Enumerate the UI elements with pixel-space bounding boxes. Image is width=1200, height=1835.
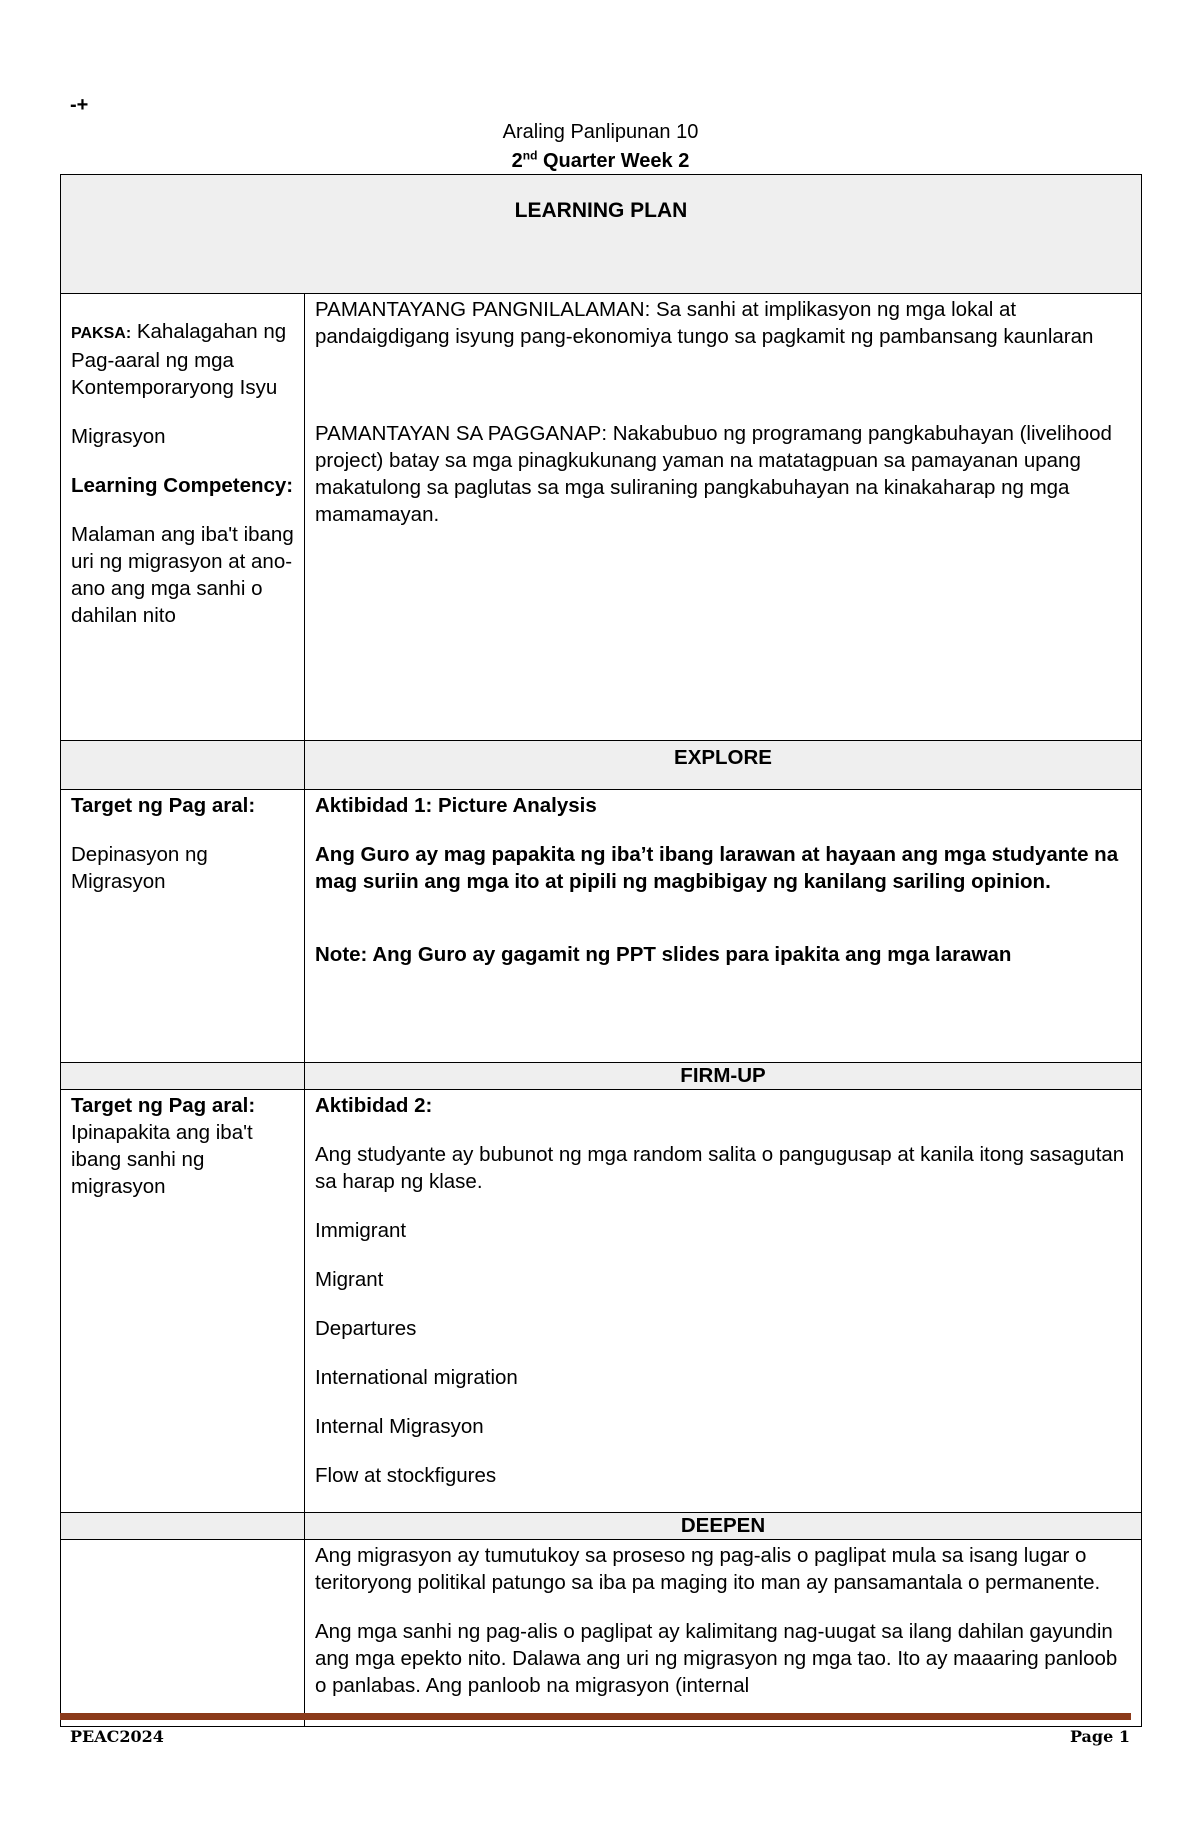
paksa bbox=[71, 318, 294, 401]
footer-left-text: PEAC2024 bbox=[70, 1727, 164, 1746]
term-item: Migrant bbox=[315, 1268, 384, 1291]
performance-standard bbox=[315, 420, 1131, 528]
document-title: Araling Panlipunan 10 bbox=[502, 121, 699, 143]
firmup-heading-row bbox=[61, 1063, 1142, 1090]
explore-target-cell bbox=[61, 790, 305, 1063]
paksa-text: Kahalagahan ng Pag-aaral ng mga Kontemporaryong Isyu bbox=[71, 320, 287, 399]
firmup-target-text: Ipinapakita ang iba't ibang sanhi ng migrasyon bbox=[71, 1121, 253, 1198]
standards-cell bbox=[305, 294, 1142, 741]
explore-row bbox=[61, 790, 1142, 1063]
explore-activity-title: Aktibidad 1: Picture Analysis bbox=[315, 794, 597, 817]
corner-mark: -+ bbox=[70, 94, 89, 116]
page-number: Page 1 bbox=[1069, 1727, 1130, 1746]
explore-target-label: Target ng Pag aral: bbox=[71, 794, 256, 817]
learning-plan-table bbox=[60, 174, 1142, 1727]
deepen-heading-row bbox=[61, 1513, 1142, 1540]
explore-heading: EXPLORE bbox=[305, 741, 1142, 790]
deepen-row bbox=[61, 1540, 1142, 1727]
competency-label: Learning Competency: bbox=[71, 474, 294, 497]
paksa-label: PAKSA: bbox=[71, 325, 132, 342]
firmup-target-cell bbox=[61, 1090, 305, 1513]
deepen-heading: DEEPEN bbox=[305, 1513, 1142, 1540]
content-standard-text: : Sa sanhi at implikasyon ng mga lokal at pandaigdigang isyung pang-ekonomiya tungo sa pagkamit ng pambansang kaunlaran bbox=[315, 298, 1094, 348]
explore-target-text: Depinasyon ng Migrasyon bbox=[71, 843, 208, 893]
explore-heading-row bbox=[61, 741, 1142, 790]
quarter-ordinal: nd bbox=[522, 148, 538, 162]
explore-heading-blank bbox=[61, 741, 305, 790]
term-item: Departures bbox=[315, 1317, 417, 1340]
deepen-paragraph-1: Ang migrasyon ay tumutukoy sa proseso ng pag-alis o paglipat mula sa isang lugar o teritoryong politikal patungo sa iba pa maging ito man ay pansamantala o permanente. bbox=[315, 1544, 1101, 1594]
term-item: Internal Migrasyon bbox=[315, 1415, 484, 1438]
firmup-target-label: Target ng Pag aral: bbox=[71, 1094, 256, 1117]
deepen-left-cell bbox=[61, 1540, 305, 1727]
standards-row bbox=[61, 294, 1142, 741]
term-item: Immigrant bbox=[315, 1219, 407, 1242]
explore-instruction: Ang Guro ay mag papakita ng iba’t ibang larawan at hayaan ang mga studyante na mag suriin ang mga ito at pipili ng magbibigay ng kanilang sariling opinion. bbox=[315, 843, 1119, 893]
topic-cell bbox=[61, 294, 305, 741]
firmup-instruction: Ang studyante ay bubunot ng mga random salita o pangugusap at kanila itong sasagutan sa harap ng klase. bbox=[315, 1143, 1125, 1193]
learning-plan-title-row bbox=[61, 175, 1142, 294]
document-subtitle bbox=[60, 148, 1141, 173]
term-item: Flow at stockfigures bbox=[315, 1464, 497, 1487]
learning-plan-title: LEARNING PLAN bbox=[61, 175, 1142, 294]
footer-rule bbox=[60, 1713, 1131, 1720]
firmup-heading: FIRM-UP bbox=[305, 1063, 1142, 1090]
deepen-heading-blank bbox=[61, 1513, 305, 1540]
quarter-number: 2 bbox=[511, 149, 523, 172]
firmup-activity-title: Aktibidad 2: bbox=[315, 1094, 433, 1117]
topic: Migrasyon bbox=[71, 425, 166, 448]
firmup-activity-cell bbox=[305, 1090, 1142, 1513]
firmup-heading-blank bbox=[61, 1063, 305, 1090]
deepen-content-cell bbox=[305, 1540, 1142, 1727]
content-standard bbox=[315, 296, 1131, 350]
explore-activity-cell bbox=[305, 790, 1142, 1063]
quarter-rest: Quarter Week 2 bbox=[537, 149, 690, 172]
performance-standard-label: PAMANTAYAN SA PAGGANAP bbox=[315, 422, 602, 445]
competency-text: Malaman ang iba't ibang uri ng migrasyon at ano-ano ang mga sanhi o dahilan nito bbox=[71, 523, 294, 627]
content-standard-label: PAMANTAYANG PANGNILALAMAN bbox=[315, 298, 645, 321]
explore-note: Note: Ang Guro ay gagamit ng PPT slides para ipakita ang mga larawan bbox=[315, 943, 1012, 966]
performance-standard-text: : Nakabubuo ng programang pangkabuhayan (livelihood project) batay sa mga pinagkukunang yaman na matatagpuan sa pamayanan upang makatulong sa paglutas sa mga suliraning pangkabuhayan na kinakaharap ng mga mamamayan. bbox=[315, 422, 1112, 526]
firmup-row bbox=[61, 1090, 1142, 1513]
term-item: International migration bbox=[315, 1366, 518, 1389]
deepen-paragraph-2: Ang mga sanhi ng pag-alis o paglipat ay kalimitang nag-uugat sa ilang dahilan gayundin ang mga epekto nito. Dalawa ang uri ng migrasyon ng mga tao. Ito ay maaaring panloob o panlabas. Ang panloob na migrasyon (internal bbox=[315, 1620, 1118, 1697]
